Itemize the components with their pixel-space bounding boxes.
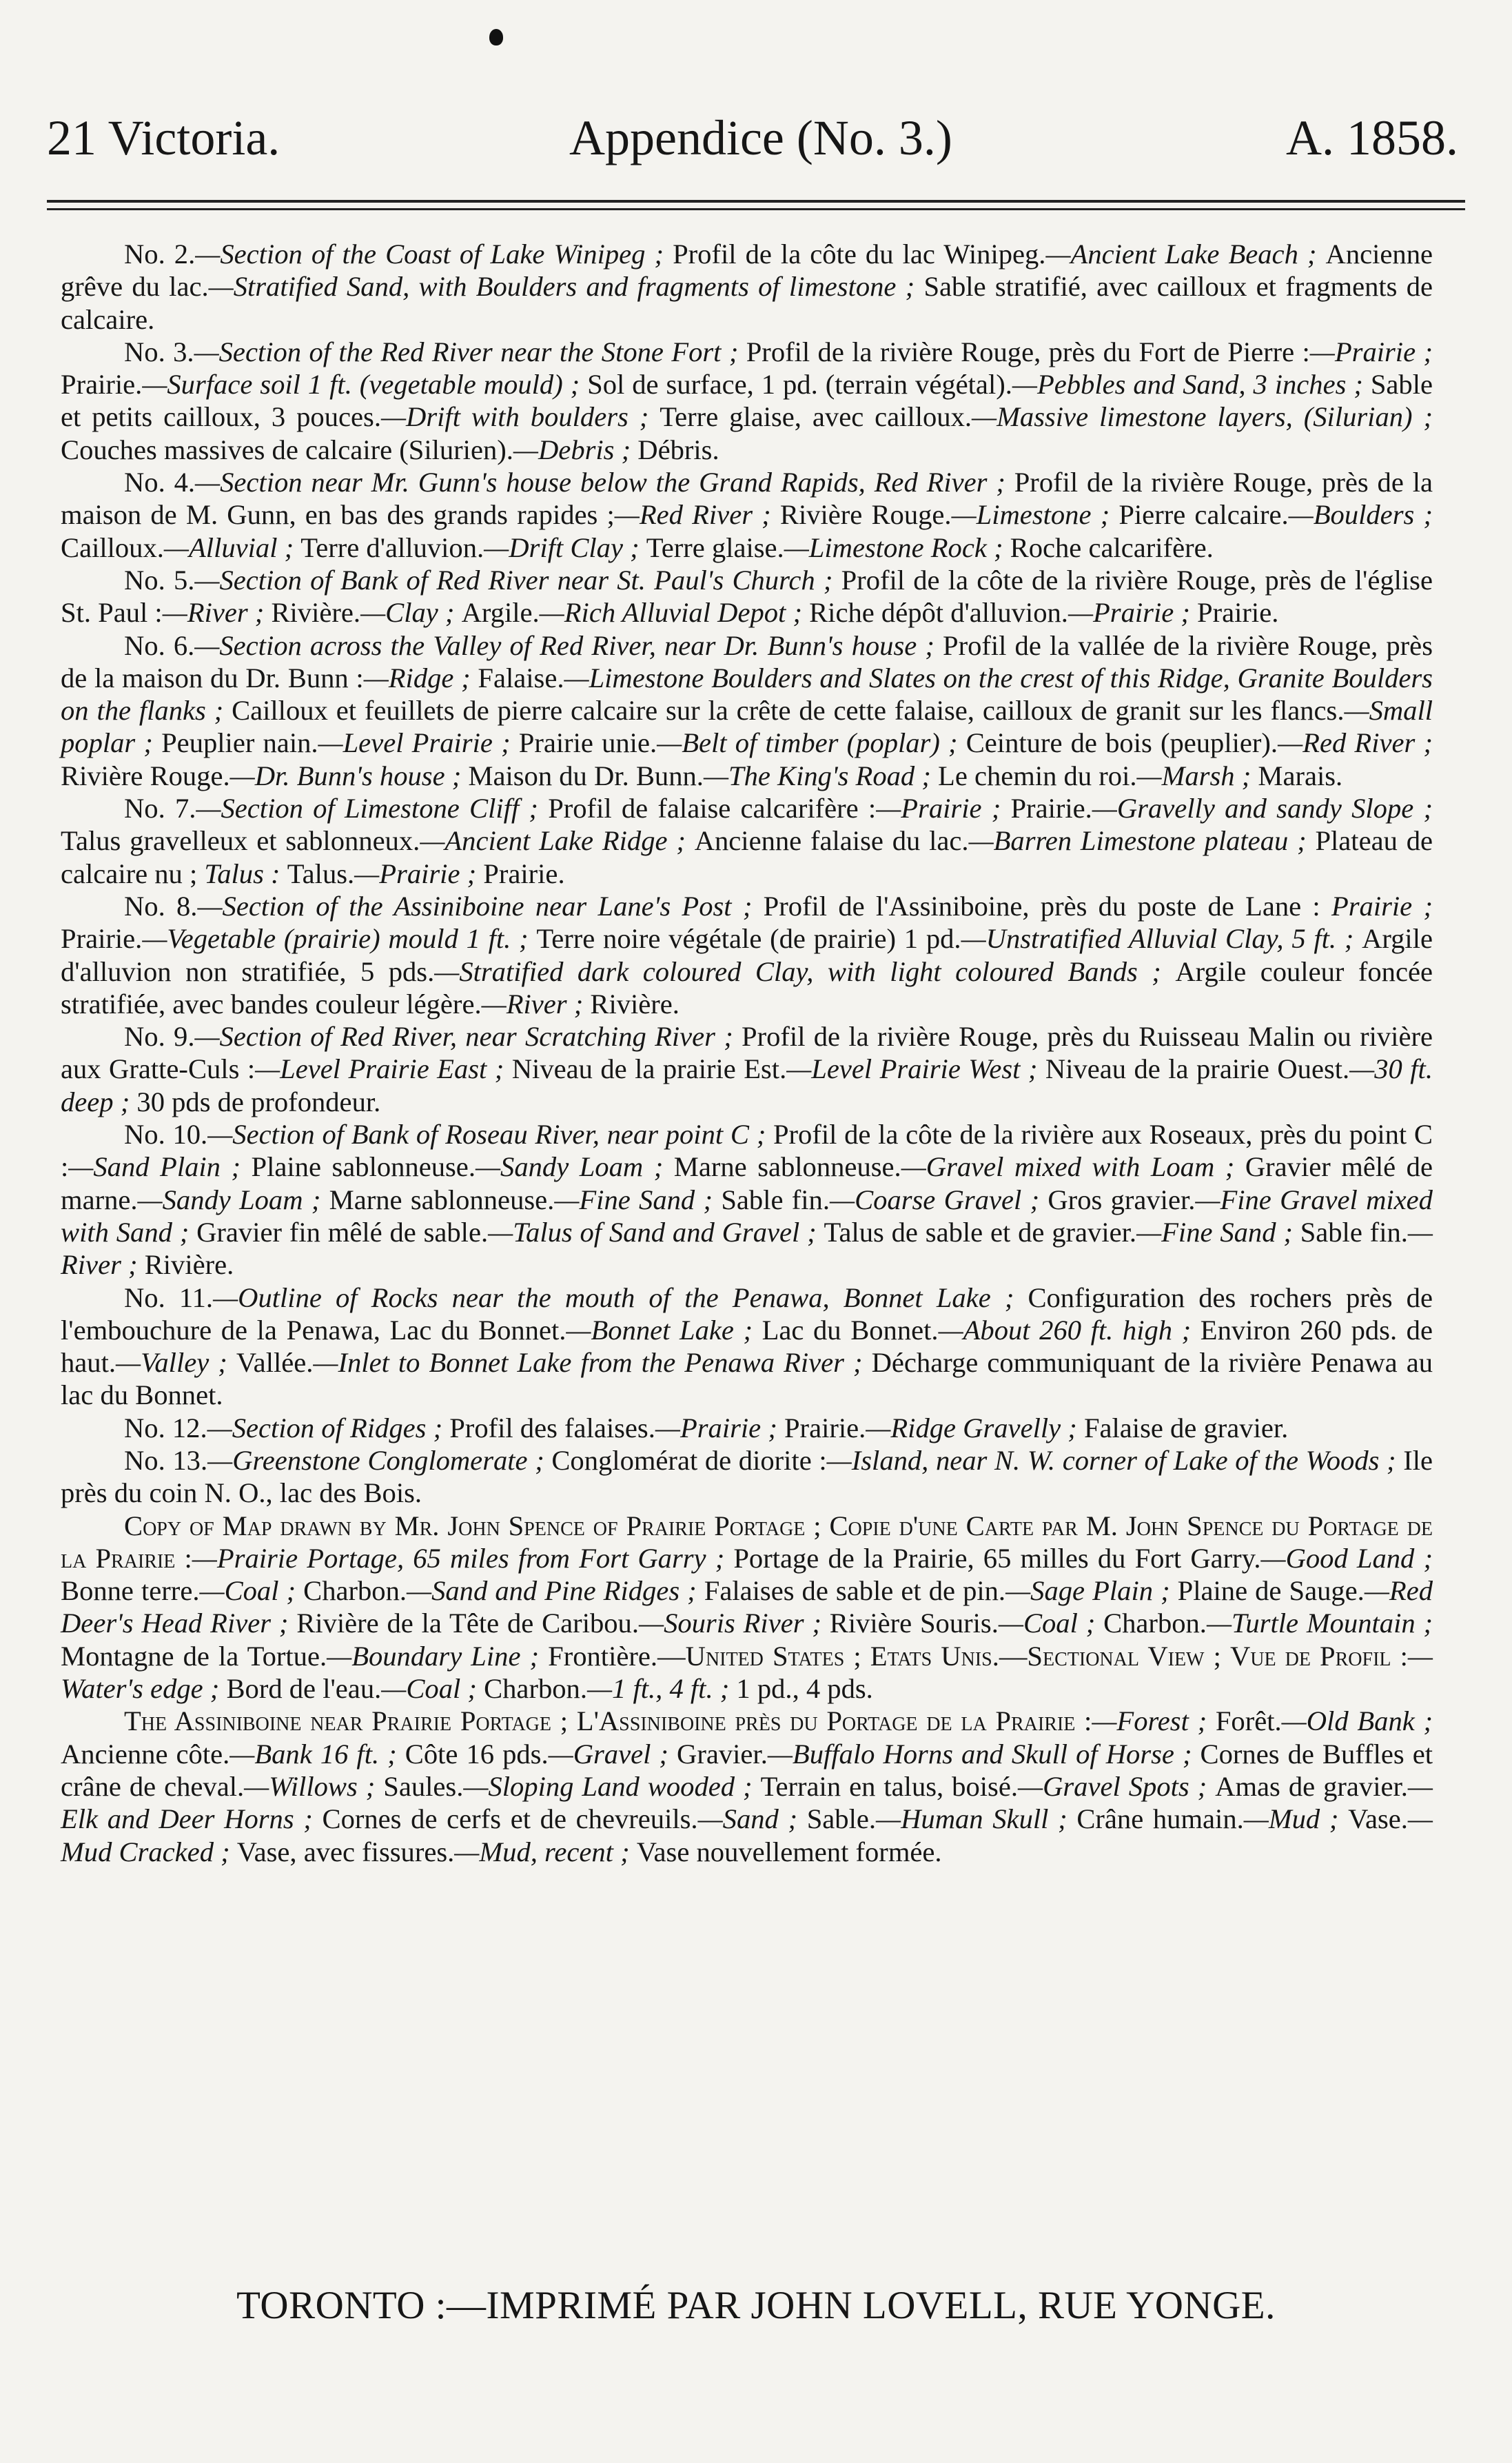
english-term: —Boulders ; [1288,499,1433,531]
entry-paragraph [61,1281,1433,1412]
ink-dot-mark [489,29,503,45]
french-text: Marne sablonneuse. [329,1184,555,1215]
french-text: Prairie. [1197,597,1279,629]
english-term: —Limestone ; [951,499,1119,531]
entry-paragraph [61,629,1433,792]
english-term: —Human Skull ; [876,1803,1077,1835]
french-text: Rivière. [271,597,361,629]
french-text: No. 12. [124,1412,207,1443]
english-term: —Pebbles and Sand, 3 inches ; [1012,369,1371,401]
english-term: —Mud Cracked ; [61,1803,1433,1867]
french-text: Marne sablonneuse. [673,1151,901,1183]
header-session: 21 Victoria. [47,110,280,165]
french-text: Falaise. [478,662,564,693]
french-text: Prairie. [784,1412,866,1443]
english-term: —Gravel Spots ; [1017,1770,1216,1802]
english-term: —Bonnet Lake ; [566,1314,762,1346]
english-term: —River ; [61,1216,1433,1281]
french-text: Terre d'alluvion. [300,531,484,563]
french-text: Rivière. [144,1249,234,1281]
english-term: —Small poplar ; [61,695,1433,759]
english-term: —Level Prairie ; [318,727,519,759]
french-text: No. 2. [124,239,196,270]
english-term: —Coal ; [381,1673,484,1705]
french-text: Gravier mêlé de marne. [61,1151,1433,1215]
french-text: Décharge communiquant de la rivière Penawa au lac du Bonnet. [61,1347,1433,1411]
english-term: —Coarse Gravel ; [829,1184,1048,1215]
english-term: —Drift Clay ; [484,531,646,563]
french-text: Configuration des rochers près de l'embouchure de la Penawa, Lac du Bonnet. [61,1281,1433,1346]
english-term: —Turtle Mountain ; [1206,1608,1433,1639]
english-term: —Greenstone Conglomerate ; [207,1444,552,1476]
header-rule [47,200,1465,203]
french-text: Prairie. [1010,793,1092,824]
french-text: Gravier. [677,1738,768,1770]
english-term: —Outline of Rocks near the mouth of the Penawa, Bonnet Lake ; [213,1281,1028,1313]
english-term: —Section near Mr. Gunn's house below the Grand Rapids, Red River ; [195,467,1014,498]
english-term: —Section of Bank of Roseau River, near point C ; [207,1119,773,1151]
french-text: ; [1204,1640,1230,1672]
french-text: Vallée. [236,1347,314,1379]
english-term: —Coal ; [998,1608,1104,1639]
english-term: —Section of Limestone Cliff ; [196,793,549,824]
english-term: —Level Prairie West ; [786,1053,1045,1085]
header-rule-thin [47,208,1465,210]
english-term: —Prairie ; [354,858,484,889]
page-header [47,103,1465,172]
french-text: Pierre calcaire. [1118,499,1289,531]
french-text: Rivière. [590,988,680,1020]
french-text: Argile d'alluvion non stratifiée, 5 pds. [61,923,1433,987]
french-text: ; [844,1640,870,1672]
english-term: —Section of Ridges ; [207,1412,450,1443]
english-term: —Sand and Pine Ridges ; [407,1575,704,1607]
french-text: Débris. [637,434,719,465]
french-text: Couches massives de calcaire (Silurien). [61,434,513,465]
english-term: —About 260 ft. high ; [938,1314,1201,1346]
french-text: Charbon. [1103,1608,1207,1639]
french-text: : [1075,1705,1092,1737]
french-text: Rivière de la Tête de Caribou. [296,1608,639,1639]
english-term: —Unstratified Alluvial Clay, 5 ft. ; [961,923,1362,955]
french-text: Riche dépôt d'alluvion. [809,597,1068,629]
french-text: Montagne de la Tortue. [61,1640,327,1672]
french-text: Environ 260 pds. de haut. [61,1314,1433,1379]
small-caps-title: The Assiniboine near Prairie Portage [124,1705,552,1737]
french-text: Gravier fin mêlé de sable. [196,1216,489,1248]
english-term: —Limestone Boulders and Slates on the crest of this Ridge, Granite Boulders on the flanks ; [61,662,1433,727]
french-text: Prairie unie. [518,727,657,759]
french-text: Terre noire végétale (de prairie) 1 pd. [536,923,961,955]
french-text: Prairie. [61,369,143,401]
english-term: —Souris River ; [638,1608,830,1639]
french-text: Plaine sablonneuse. [251,1151,476,1183]
french-text: Rivière Rouge. [61,760,230,791]
english-term: —Section of Bank of Red River near St. Paul's Church ; [194,564,841,596]
english-term: —30 ft. deep ; [61,1053,1433,1117]
entry-paragraph [61,1118,1433,1281]
french-text: No. 13. [124,1444,208,1476]
french-text: Frontière. [548,1640,658,1672]
french-text: Cornes de Buffles et crâne de cheval. [61,1738,1433,1802]
entry-paragraph [61,1510,1433,1705]
french-text: Amas de gravier. [1215,1770,1408,1802]
small-caps-title: Vue de Profil [1229,1640,1391,1672]
french-text: Charbon. [484,1673,587,1705]
french-text: Vase, avec fissures. [236,1836,455,1867]
english-term: —Section of the Coast of Lake Winipeg ; [195,239,673,270]
document-body [61,238,1433,1868]
english-term: —Forest ; [1092,1705,1216,1737]
french-text: Talus gravelleux et sablonneux. [61,825,420,857]
french-text: Peuplier nain. [161,727,318,759]
small-caps-title: Copy of Map drawn by Mr. John Spence of Prairie Portage [124,1510,806,1541]
english-term: —Massive limestone layers, (Silurian) ; [972,401,1433,433]
english-term: —Section of Red River, near Scratching River ; [194,1021,742,1053]
french-text: Argile. [461,597,540,629]
french-text: Terre glaise, avec cailloux. [660,401,972,433]
english-term: —Ridge ; [363,662,478,693]
french-text: Plateau de calcaire nu ; [61,825,1433,889]
printer-imprint: TORONTO :—IMPRIMÉ PAR JOHN LOVELL, RUE YONGE. [236,2284,1276,2327]
french-text: Profil de falaise calcarifère : [548,793,877,824]
english-term: —Talus of Sand and Gravel ; [488,1216,824,1248]
english-term: —1 ft., 4 ft. ; [586,1673,737,1705]
english-term: —Level Prairie East ; [255,1053,512,1085]
english-term: —Sage Plain ; [1005,1575,1178,1607]
french-text: Prairie. [61,923,143,955]
english-term: —Vegetable (prairie) mould 1 ft. ; [142,923,537,955]
french-text: Lac du Bonnet. [762,1314,939,1346]
english-term: —Fine Sand ; [1136,1216,1300,1248]
french-text: 30 pds de profondeur. [136,1086,381,1117]
french-text: No. 9. [124,1021,195,1053]
french-text: Profil de l'Assiniboine, près du poste de Lane : [763,890,1320,922]
french-text: No. 10. [124,1119,208,1151]
french-text: Bonne terre. [61,1575,200,1607]
english-term: —Stratified dark coloured Clay, with light coloured Bands ; [434,955,1176,987]
entry-paragraph [61,1412,1433,1444]
english-term: —Boundary Line ; [327,1640,549,1672]
english-term: —Red Deer's Head River ; [61,1575,1433,1639]
english-term: —Drift with boulders ; [380,401,660,433]
english-term: —Sandy Loam ; [137,1184,329,1215]
french-text: No. 3. [124,336,194,367]
entry-paragraph [61,238,1433,336]
french-text: Cailloux et feuillets de pierre calcaire sur la crête de cette falaise, cailloux de granit sur les flancs. [232,695,1345,727]
english-term: —Prairie ; [876,793,1011,824]
french-text: Marais. [1258,760,1343,791]
french-text: Profil de la rivière Rouge, près du Ruisseau Malin ou rivière aux Gratte-Culs : [61,1021,1433,1085]
english-term: —Island, near N. W. corner of Lake of the Woods ; [826,1444,1404,1476]
english-term: —Willows ; [244,1770,384,1802]
english-term: —Ancient Lake Ridge ; [420,825,695,857]
french-text: Profil de la rivière Rouge, près de la maison de M. Gunn, en bas des grands rapides ; [61,467,1433,531]
english-term: —Ancient Lake Beach ; [1045,239,1326,270]
french-text: Maison du Dr. Bunn. [468,760,704,791]
english-term: —Gravel ; [548,1738,677,1770]
english-term: —Barren Limestone plateau ; [968,825,1316,857]
english-term: —Bank 16 ft. ; [229,1738,405,1770]
french-text: No. 6. [124,629,195,661]
french-text: Roche calcarifère. [1010,531,1214,563]
english-term: —Prairie ; [1067,597,1198,629]
french-text: Cailloux. [61,531,164,563]
english-term: —Dr. Bunn's house ; [229,760,469,791]
french-text: Profil de la côte du lac Winipeg. [673,239,1046,270]
entry-paragraph [61,1020,1433,1118]
english-term: —Ridge Gravelly ; [866,1412,1084,1443]
english-term: —Surface soil 1 ft. (vegetable mould) ; [142,369,588,401]
french-text: Portage de la Prairie, 65 milles du Fort Garry. [733,1542,1261,1574]
french-text: Le chemin du roi. [938,760,1137,791]
french-text: Talus. [287,858,355,889]
french-text: ; [551,1705,577,1737]
english-term: —Clay ; [360,597,462,629]
english-term: —Fine Sand ; [554,1184,722,1215]
english-term: —Marsh ; [1136,760,1258,791]
french-text: Crâne humain. [1076,1803,1244,1835]
french-text: No. 8. [124,890,198,922]
french-text: Saules. [383,1770,464,1802]
english-term: —Gravel mixed with Loam ; [901,1151,1245,1183]
french-text: Talus de sable et de gravier. [824,1216,1137,1248]
french-text: No. 11. [124,1281,214,1313]
french-text: No. 7. [124,793,196,824]
french-text: Sable fin. [1300,1216,1408,1248]
header-appendix: Appendice (No. 3.) [569,110,952,165]
english-term: —Section of the Red River near the Stone Fort ; [194,336,746,367]
header-year: A. 1858. [1286,110,1458,165]
french-text: Profil de la côte de la rivière Rouge, près de l'église St. Paul : [61,564,1433,629]
french-text: Falaises de sable et de pin. [704,1575,1006,1607]
french-text: Cornes de cerfs et de chevreuils. [322,1803,698,1835]
french-text: Vase. [1348,1803,1408,1835]
english-term: —Section of the Assiniboine near Lane's Post ; [197,890,764,922]
english-term: —Belt of timber (poplar) ; [657,727,966,759]
english-term: —Elk and Deer Horns ; [61,1770,1433,1835]
entry-paragraph [61,564,1433,629]
french-text: Charbon. [303,1575,407,1607]
english-term: —Buffalo Horns and Skull of Horse ; [767,1738,1201,1770]
english-term: —Fine Gravel mixed with Sand ; [61,1184,1433,1248]
english-term: —Water's edge ; [61,1640,1433,1705]
entry-paragraph [61,336,1433,466]
french-text: Sable et petits cailloux, 3 pouces. [61,369,1433,433]
french-text: Forêt. [1215,1705,1282,1737]
french-text: Ceinture de bois (peuplier). [966,727,1278,759]
english-term: —Coal ; [199,1575,304,1607]
english-term: —Prairie ; [655,1412,784,1443]
english-term: —Sloping Land wooded ; [463,1770,761,1802]
french-text: Ancienne falaise du lac. [694,825,969,857]
entry-paragraph [61,890,1433,1020]
french-text: Profil de la côte de la rivière aux Roseaux, près du point C : [61,1119,1433,1183]
french-text: Terre glaise. [646,531,784,563]
french-text: Prairie. [483,858,565,889]
english-term: —Inlet to Bonnet Lake from the Penawa River ; [313,1347,872,1379]
entry-paragraph [61,1444,1433,1510]
french-text: Sol de surface, 1 pd. (terrain végétal). [587,369,1012,401]
english-term: —Debris ; [513,434,638,465]
french-text: Niveau de la prairie Est. [511,1053,787,1085]
english-term: —Alluvial ; [163,531,301,563]
french-text: Conglomérat de diorite : [551,1444,827,1476]
english-term: —Stratified Sand, with Boulders and fragments of limestone ; [208,271,924,303]
french-text: Argile couleur foncée stratifiée, avec bandes couleur légère. [61,955,1433,1020]
french-text: Niveau de la prairie Ouest. [1045,1053,1350,1085]
french-text: Sable. [806,1803,877,1835]
entry-paragraph [61,792,1433,890]
french-text: Ile près du coin N. O., lac des Bois. [61,1444,1433,1509]
french-text: 1 pd., 4 pds. [736,1673,873,1705]
french-text: Bord de l'eau. [226,1673,382,1705]
english-term: —River ; [481,988,591,1020]
english-term: Talus : [204,858,287,889]
french-text: Vase nouvellement formée. [636,1836,942,1867]
french-text: Profil des falaises. [449,1412,655,1443]
french-text: Terrain en talus, boisé. [760,1770,1018,1802]
french-text: No. 5. [124,564,195,596]
french-text: Ancienne grêve du lac. [61,239,1433,303]
small-caps-title: Copie d'une Carte par M. John Spence du Portage de la Prairie [61,1510,1433,1574]
french-text: Plaine de Sauge. [1177,1575,1365,1607]
small-caps-title: Etats Unis. [870,1640,999,1672]
english-term: —Valley ; [116,1347,236,1379]
english-term: —Limestone Rock ; [784,531,1010,563]
french-text: Rivière Rouge. [779,499,952,531]
english-term: —Mud, recent ; [454,1836,637,1867]
french-text: Ancienne côte. [61,1738,230,1770]
english-term: —Prairie ; [1309,336,1433,367]
english-term: —Sandy Loam ; [475,1151,674,1183]
french-text: Sable stratifié, avec cailloux et fragments de calcaire. [61,271,1433,335]
french-text: Profil de la vallée de la rivière Rouge, près de la maison du Dr. Bunn : [61,629,1433,693]
french-text: Profil de la rivière Rouge, près du Fort de Pierre : [746,336,1310,367]
french-text: Rivière Souris. [829,1608,999,1639]
english-term: —Gravelly and sandy Slope ; [1092,793,1433,824]
french-text: ; [805,1510,830,1541]
english-term: —Old Bank ; [1281,1705,1433,1737]
entry-paragraph [61,1705,1433,1867]
french-text: Falaise de gravier. [1083,1412,1289,1443]
small-caps-title: —Sectional View [999,1640,1205,1672]
english-term: Prairie ; [1320,890,1433,922]
french-text: No. 4. [124,467,196,498]
entry-paragraph [61,466,1433,564]
english-term: —River ; [162,597,272,629]
english-term: —Red River ; [614,499,780,531]
small-caps-title: L'Assiniboine près du Portage de la Prairie [576,1705,1076,1737]
english-term: —Red River ; [1278,727,1433,759]
french-text: Côte 16 pds. [405,1738,549,1770]
french-text: Gros gravier. [1048,1184,1196,1215]
english-term: —Sand Plain ; [68,1151,252,1183]
english-term: —Sand ; [697,1803,807,1835]
english-term: —Section across the Valley of Red River, near Dr. Bunn's house ; [194,629,943,661]
english-term: —Mud ; [1243,1803,1349,1835]
small-caps-title: —United States [657,1640,845,1672]
french-text: : [175,1542,192,1574]
english-term: —Prairie Portage, 65 miles from Fort Garry ; [192,1542,734,1574]
english-term: —Rich Alluvial Depot ; [539,597,810,629]
french-text: Sable fin. [721,1184,830,1215]
english-term: —Good Land ; [1260,1542,1433,1574]
french-text: : [1391,1640,1408,1672]
english-term: —The King's Road ; [703,760,939,791]
